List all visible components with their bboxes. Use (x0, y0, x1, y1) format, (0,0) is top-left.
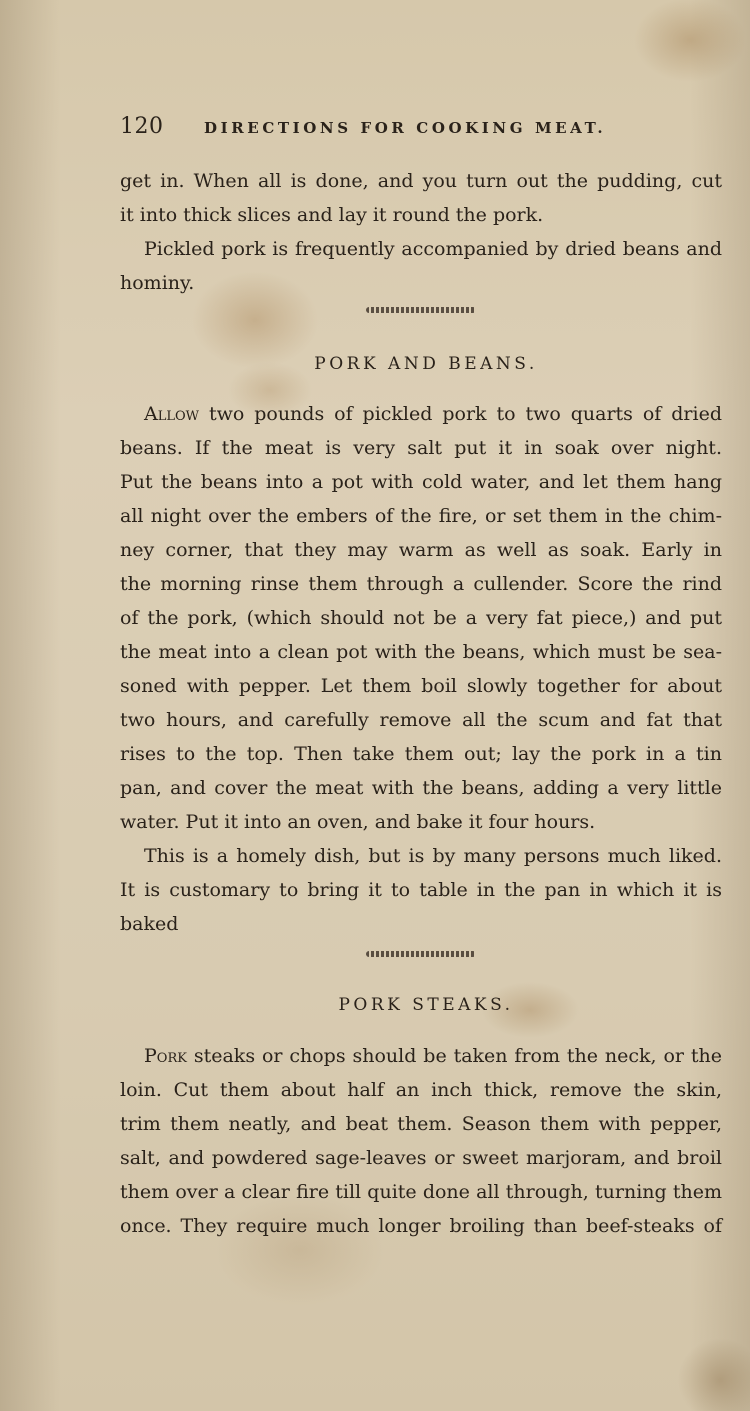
text-line: loin. Cut them about half an inch thick, remove the skin, (120, 1079, 722, 1101)
text-line-rest: two pounds of pickled pork to two quarts of dried (208, 403, 722, 425)
text-line: Pickled pork is frequently accompanied by dried beans and (144, 238, 722, 260)
text-line: them over a clear fire till quite done all through, turning them (120, 1181, 722, 1203)
text-line (120, 397, 722, 431)
text-line: It is customary to bring it to table in the pan in which it is (120, 879, 722, 901)
text-line: two hours, and carefully remove all the scum and fat that (120, 709, 722, 731)
text-line: beans. If the meat is very salt put it in soak over night. (120, 437, 722, 459)
section-divider (366, 307, 476, 313)
running-head (120, 114, 722, 144)
lead-word: Allow (144, 403, 200, 425)
pork-steaks-text (120, 1039, 722, 1243)
text-line: salt, and powdered sage-leaves or sweet marjoram, and broil (120, 1147, 722, 1169)
text-line: baked (120, 913, 179, 935)
page-number: 120 (120, 114, 164, 139)
text-line-rest: steaks or chops should be taken from the neck, or the (193, 1045, 722, 1067)
text-line: rises to the top. Then take them out; lay the pork in a tin (120, 743, 722, 765)
text-line: Put the beans into a pot with cold water, and let them hang (120, 471, 722, 493)
section-title-pork-steaks: PORK STEAKS. (338, 995, 514, 1015)
section-title-pork-and-beans: PORK AND BEANS. (314, 354, 538, 374)
text-line: the morning rinse them through a cullender. Score the rind (120, 573, 722, 595)
text-line: ney corner, that they may warm as well as soak. Early in (120, 539, 722, 561)
section-divider (366, 951, 476, 957)
text-line: once. They require much longer broiling than beef-steaks of (120, 1215, 722, 1237)
text-line: all night over the embers of the fire, or set them in the chim- (120, 505, 722, 527)
text-line: soned with pepper. Let them boil slowly together for about (120, 675, 722, 697)
text-line: water. Put it into an oven, and bake it four hours. (120, 811, 596, 833)
text-line: it into thick slices and lay it round the pork. (120, 204, 544, 226)
text-line: pan, and cover the meat with the beans, adding a very little (120, 777, 722, 799)
pork-and-beans-text (120, 397, 722, 941)
text-line: hominy. (120, 272, 195, 294)
running-title: DIRECTIONS FOR COOKING MEAT. (204, 119, 607, 137)
text-line: get in. When all is done, and you turn out the pudding, cut (120, 170, 722, 192)
intro-text (120, 164, 722, 300)
text-line: of the pork, (which should not be a very fat piece,) and put (120, 607, 722, 629)
text-line: trim them neatly, and beat them. Season them with pepper, (120, 1113, 722, 1135)
text-line: the meat into a clean pot with the beans, which must be sea- (120, 641, 722, 663)
lead-word: Pork (144, 1045, 187, 1067)
text-line: This is a homely dish, but is by many persons much liked. (144, 845, 722, 867)
text-line (120, 1039, 722, 1073)
